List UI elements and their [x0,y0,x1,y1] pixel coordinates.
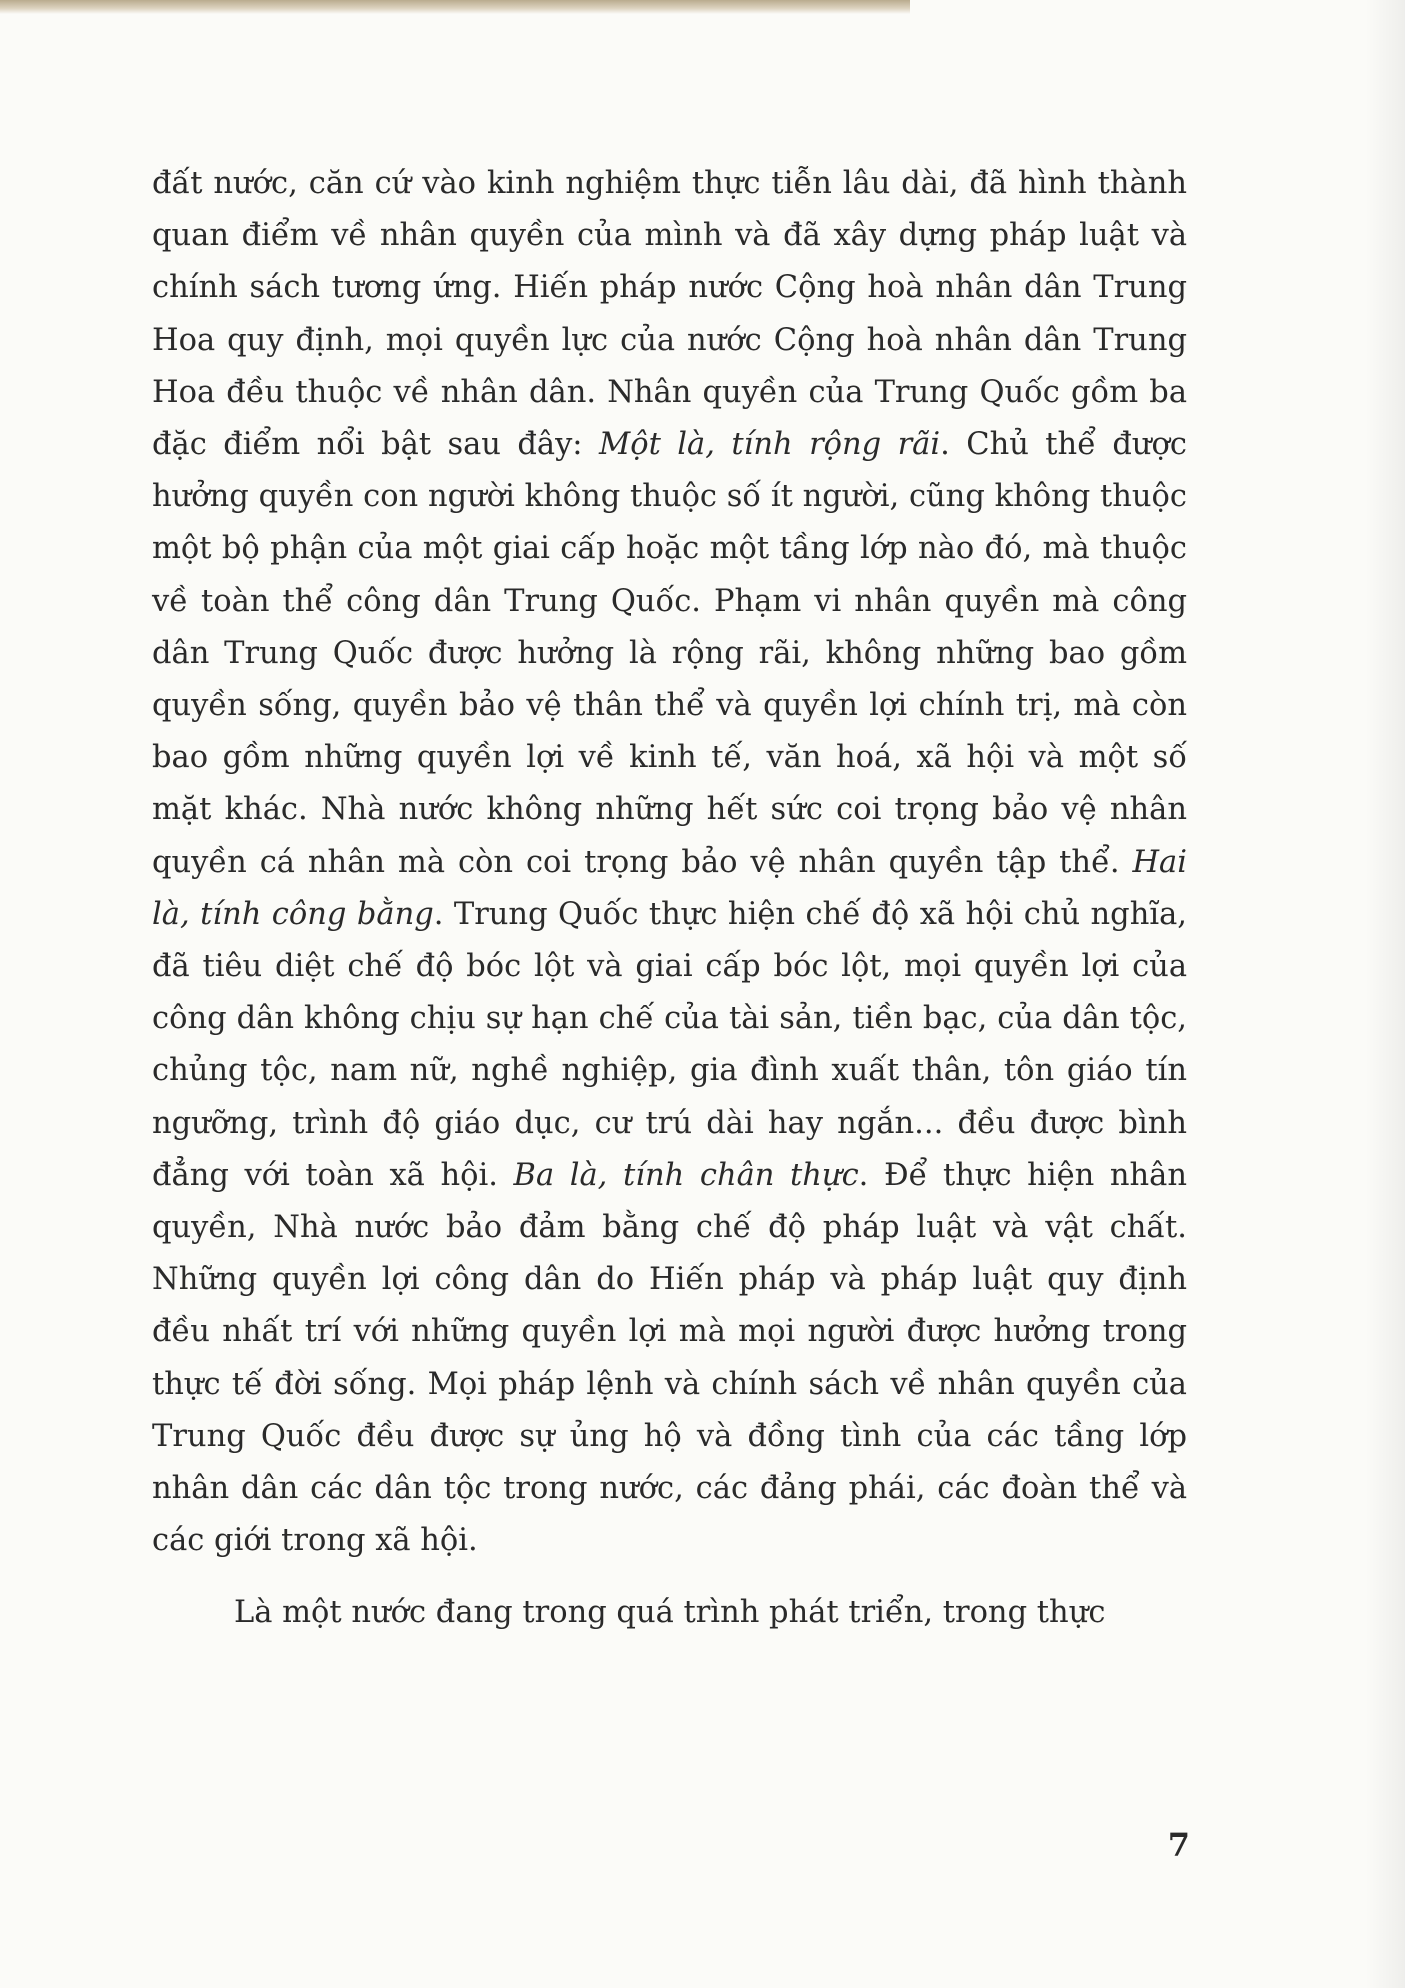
italic-run: Ba là, tính chân thực [513,1157,859,1193]
italic-run: Một là, tính rộng rãi [599,427,941,463]
body-text [152,158,1187,1640]
text-run: đất nước, căn cứ vào kinh nghiệm thực tiễn lâu dài, đã hình thành quan điểm về nhân quyền của mình và đã xây dựng pháp luật và chính sách tương ứng. Hiến pháp nước Cộng hoà nhân dân Trung Hoa quy định, mọi quyền lực của nước Cộng hoà nhân dân Trung Hoa đều thuộc về nhân dân. Nhân quyền của Trung Quốc gồm ba đặc điểm nổi bật sau đây: [152,166,1187,463]
text-run: Là một nước đang trong quá trình phát triển, trong thực [234,1595,1106,1631]
text-run: . Chủ thể được hưởng quyền con người không thuộc số ít người, cũng không thuộc một bộ phận của một giai cấp hoặc một tầng lớp nào đó, mà thuộc về toàn thể công dân Trung Quốc. Phạm vi nhân quyền mà công dân Trung Quốc được hưởng là rộng rãi, không những bao gồm quyền sống, quyền bảo vệ thân thể và quyền lợi chính trị, mà còn bao gồm những quyền lợi về kinh tế, văn hoá, xã hội và một số mặt khác. Nhà nước không những hết sức coi trọng bảo vệ nhân quyền cá nhân mà còn coi trọng bảo vệ nhân quyền tập thể. [152,427,1187,880]
text-run: . Trung Quốc thực hiện chế độ xã hội chủ nghĩa, đã tiêu diệt chế độ bóc lột và giai cấp bóc lột, mọi quyền lợi của công dân không chịu sự hạn chế của tài sản, tiền bạc, của dân tộc, chủng tộc, nam nữ, nghề nghiệp, gia đình xuất thân, tôn giáo tín ngưỡng, trình độ giáo dục, cư trú dài hay ngắn... đều được bình đẳng với toàn xã hội. [152,896,1187,1193]
page-top-edge [0,0,910,14]
paragraph-2 [152,1587,1187,1639]
paragraph-1 [152,158,1187,1567]
page-right-shadow [1365,0,1405,1988]
italic-run: Hai là, tính công bằng [152,844,1187,932]
page-number: 7 [1167,1826,1190,1864]
text-run: . Để thực hiện nhân quyền, Nhà nước bảo đảm bằng chế độ pháp luật và vật chất. Những quyền lợi công dân do Hiến pháp và pháp luật quy định đều nhất trí với những quyền lợi mà mọi người được hưởng trong thực tế đời sống. Mọi pháp lệnh và chính sách về nhân quyền của Trung Quốc đều được sự ủng hộ và đồng tình của các tầng lớp nhân dân các dân tộc trong nước, các đảng phái, các đoàn thể và các giới trong xã hội. [152,1157,1187,1559]
